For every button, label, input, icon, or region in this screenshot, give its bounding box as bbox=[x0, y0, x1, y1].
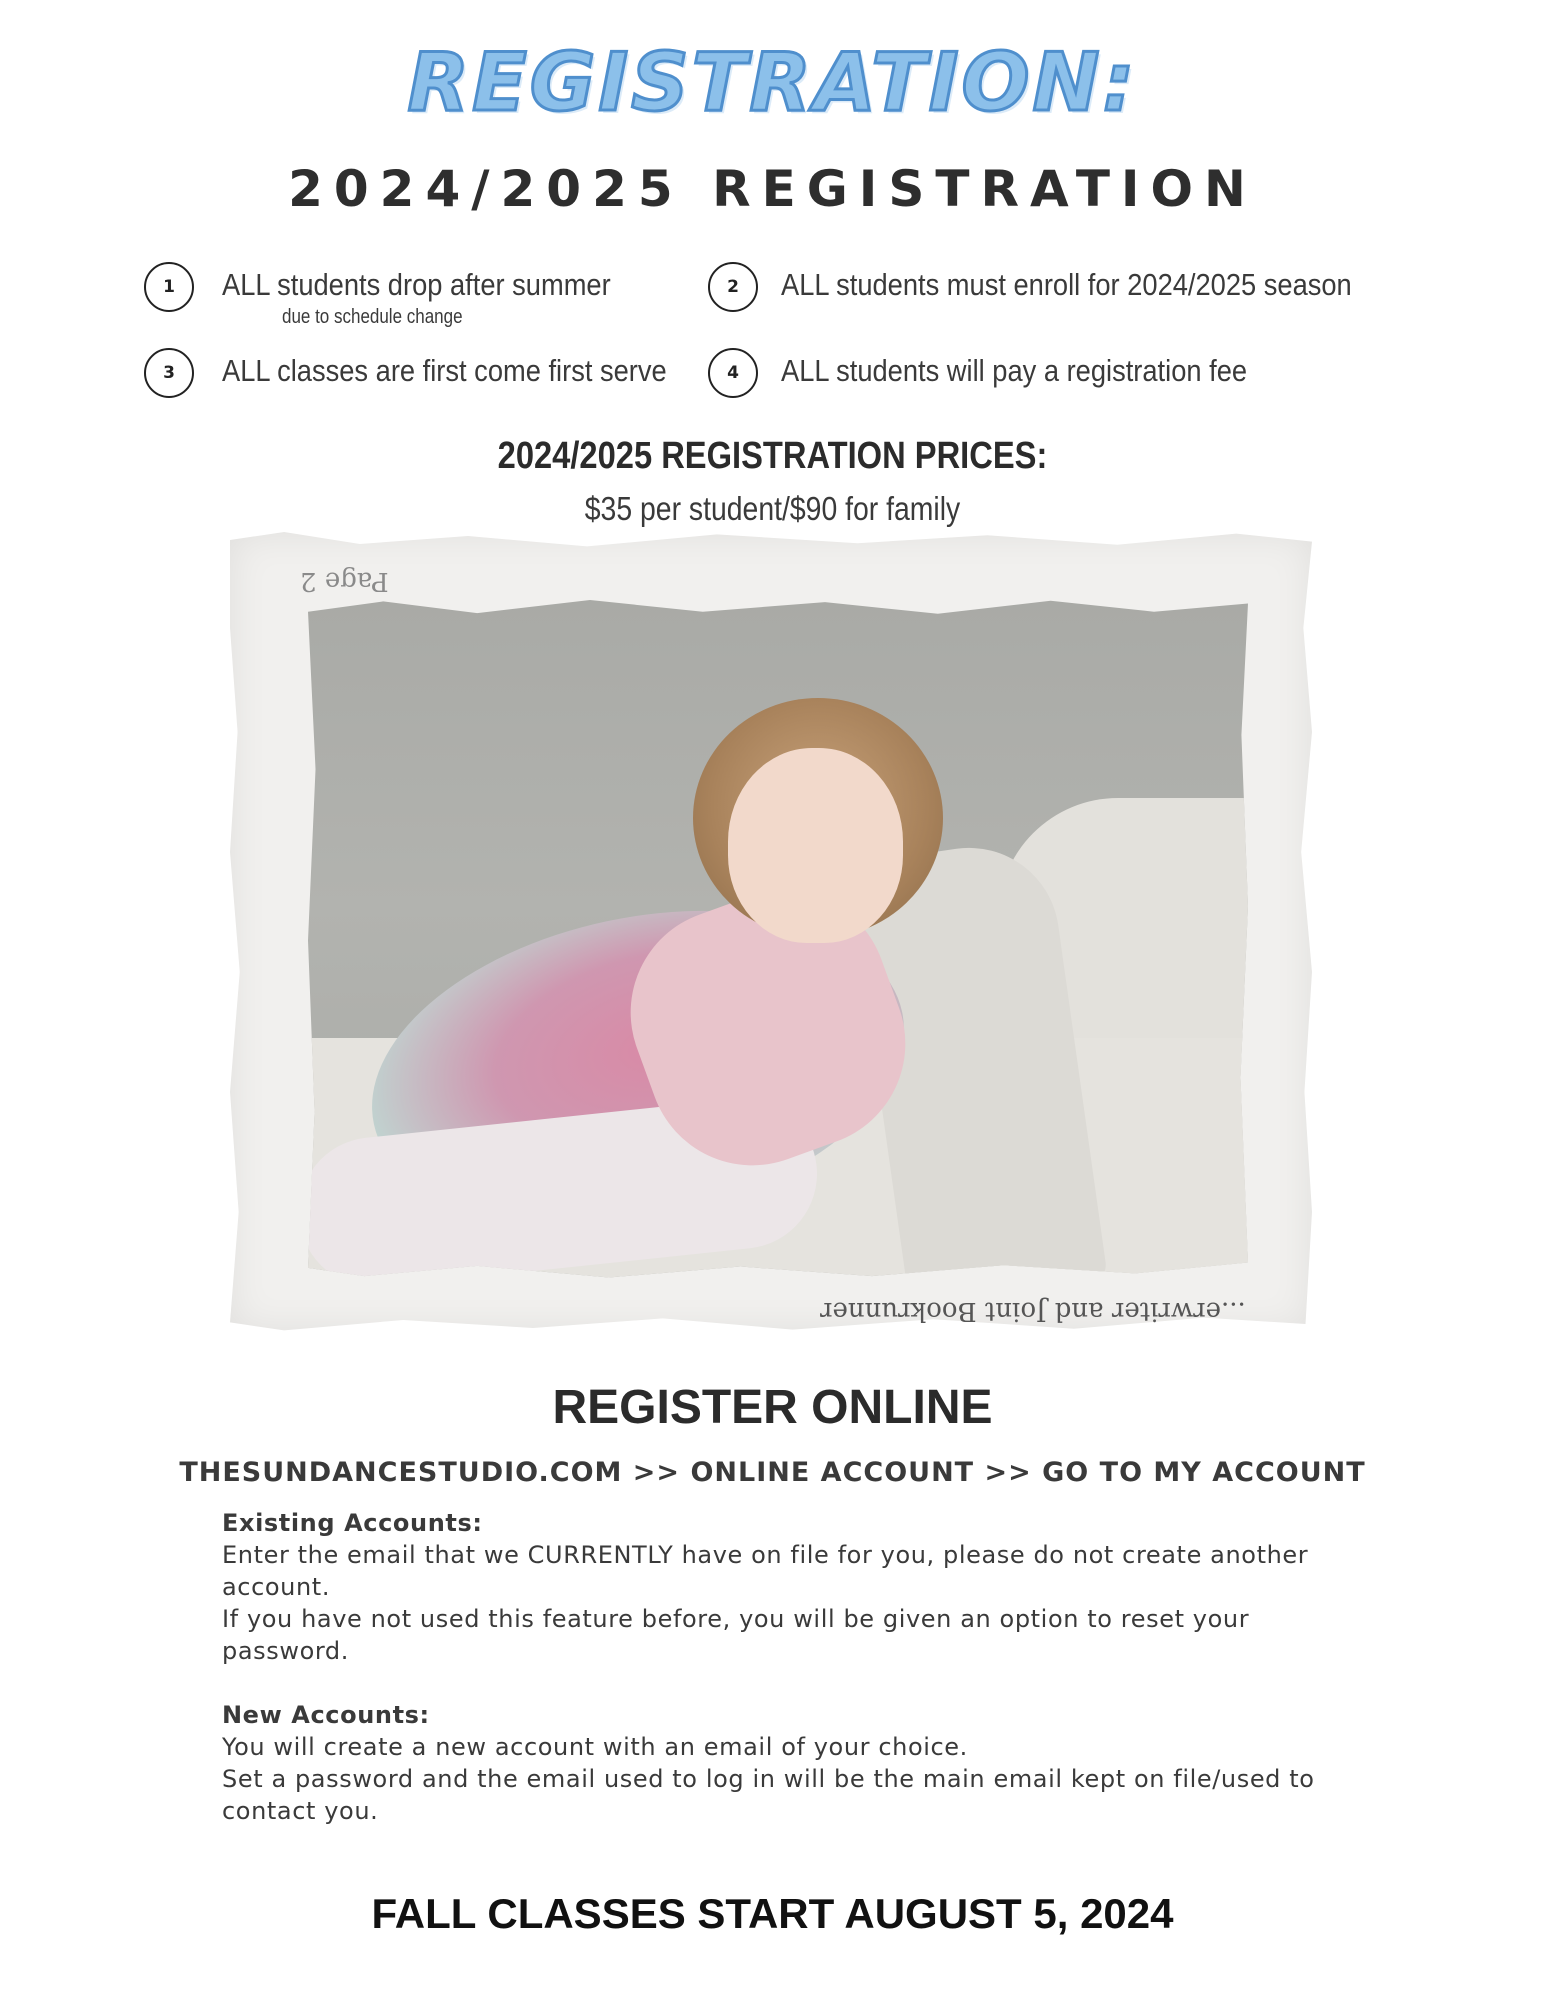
child-face bbox=[728, 748, 903, 943]
existing-accounts-line-1: Enter the email that we CURRENTLY have on file for you, please do not create another account. bbox=[222, 1541, 1309, 1601]
dancer-photo bbox=[308, 598, 1248, 1283]
existing-accounts-label: Existing Accounts: bbox=[222, 1509, 483, 1537]
rule-3-number: 3 bbox=[144, 348, 194, 398]
existing-accounts-line-2: If you have not used this feature before, you will be given an option to reset your password. bbox=[222, 1605, 1250, 1665]
main-heading: REGISTRATION: bbox=[407, 36, 1138, 129]
rule-4-text: ALL students will pay a registration fee bbox=[781, 353, 1248, 388]
rule-1-text: ALL students drop after summer bbox=[222, 267, 611, 302]
rule-4-number: 4 bbox=[708, 348, 758, 398]
new-accounts-line-2: Set a password and the email used to log in will be the main email kept on file/used to contact you. bbox=[222, 1765, 1315, 1825]
rule-2-text: ALL students must enroll for 2024/2025 season bbox=[781, 267, 1352, 302]
fall-classes-start: FALL CLASSES START AUGUST 5, 2024 bbox=[371, 1890, 1174, 1937]
rule-1-number: 1 bbox=[144, 262, 194, 312]
frame-newsprint-top: Page 2 bbox=[300, 566, 389, 596]
rule-3-text: ALL classes are first come first serve bbox=[222, 353, 667, 388]
new-accounts-line-1: You will create a new account with an email of your choice. bbox=[222, 1733, 968, 1761]
rule-2-number: 2 bbox=[708, 262, 758, 312]
new-accounts-label: New Accounts: bbox=[222, 1701, 430, 1729]
rule-1-note: due to schedule change bbox=[282, 306, 463, 328]
register-navigation-path[interactable]: THESUNDANCESTUDIO.COM >> ONLINE ACCOUNT >> GO TO MY ACCOUNT bbox=[179, 1457, 1366, 1488]
account-instructions bbox=[222, 1507, 1352, 1827]
prices-title: 2024/2025 REGISTRATION PRICES: bbox=[497, 435, 1048, 477]
frame-newsprint-bottom: ...erwriter and Joint Bookrunner bbox=[820, 1296, 1246, 1326]
season-heading: 2024/2025 REGISTRATION bbox=[288, 160, 1257, 218]
register-online-heading: REGISTER ONLINE bbox=[552, 1381, 993, 1434]
prices-value: $35 per student/$90 for family bbox=[584, 490, 961, 527]
